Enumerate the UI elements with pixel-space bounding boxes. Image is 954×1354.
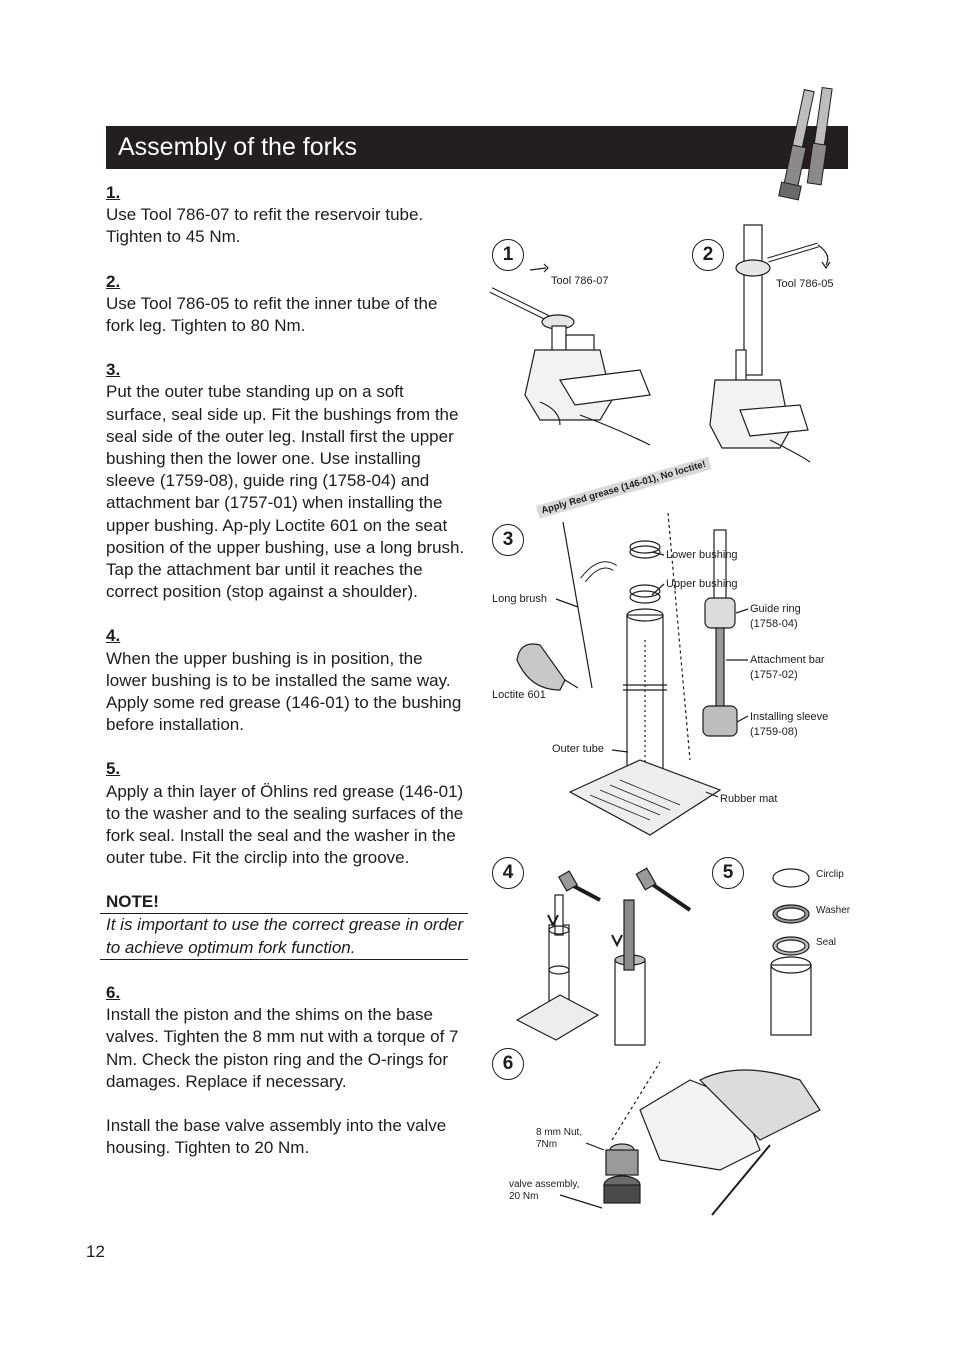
label-installing-sleeve-code: (1759-08) xyxy=(750,726,798,738)
label-tool-786-07: Tool 786-07 xyxy=(551,275,609,287)
label-loctite: Loctite 601 xyxy=(492,689,546,701)
label-long-brush: Long brush xyxy=(492,593,548,605)
label-nut-torque: 7Nm xyxy=(536,1139,558,1150)
figure-number-4: 4 xyxy=(492,857,524,889)
label-washer: Washer xyxy=(816,905,851,916)
step-text: Apply a thin layer of Öhlins red grease (146-01) to the washer and to the sealing surfaces of the fork seal. Install the seal and the washer in the outer tube. Fit the circlip into the groove. xyxy=(106,781,464,868)
step-text-continued: Install the base valve assembly into the valve housing. Tighten to 20 Nm. xyxy=(106,1115,447,1158)
figure-number-2: 2 xyxy=(692,239,724,271)
grease-instruction-banner: Apply Red grease (146-01), No loctite! xyxy=(536,457,711,519)
step-number: 4. xyxy=(106,626,121,646)
step-text: Install the piston and the shims on the base valves. Tighten the 8 mm nut with a torque of 7 Nm. Check the piston ring and the O-rings for damages. Replace if necessary. xyxy=(106,1005,459,1091)
page-number: 12 xyxy=(86,1242,105,1261)
figure-6-base-valve xyxy=(560,1062,820,1215)
label-attachment-bar: Attachment bar xyxy=(750,654,825,666)
label-seal: Seal xyxy=(816,937,837,948)
label-lower-bushing: Lower bushing xyxy=(666,549,738,561)
label-tool-786-05: Tool 786-05 xyxy=(776,278,834,290)
figure-4-lower-bushing xyxy=(517,868,690,1045)
figure-2-vise xyxy=(710,225,830,462)
label-guide-ring: Guide ring xyxy=(750,603,801,615)
label-guide-ring-code: (1758-04) xyxy=(750,618,798,630)
step-text: Put the outer tube standing up on a soft surface, seal side up. Fit the bushings from the seal side of the outer leg. Install first the upper bushing then the lower one. Use installing sleeve (1759-08), guide ring (1758-04) and attachment bar (1757-01) when installing the upper bushing. Ap-ply Loctite 601 on the seat position of the upper bushing, use a long brush. Tap the attachment bar until it reaches the correct position (stop against a shoulder). xyxy=(106,382,465,602)
step-number: 2. xyxy=(106,271,121,291)
step-number: 3. xyxy=(106,360,121,380)
step-text: Use Tool 786-07 to refit the reservoir tube. Tighten to 45 Nm. xyxy=(106,205,424,247)
figure-number-6: 6 xyxy=(492,1048,524,1080)
step-text: Use Tool 786-05 to refit the inner tube of the fork leg. Tighten to 80 Nm. xyxy=(106,293,438,336)
figure-5-seal-stack xyxy=(771,869,811,1035)
label-rubber-mat: Rubber mat xyxy=(720,793,778,805)
label-outer-tube: Outer tube xyxy=(552,743,604,755)
step-number: 5. xyxy=(106,759,121,779)
step-text: When the upper bushing is in position, the lower bushing is to be installed the same way. Apply some red grease (146-01) to the bushing before installation. xyxy=(106,648,462,735)
label-installing-sleeve: Installing sleeve xyxy=(750,711,829,723)
step-number: 6. xyxy=(106,982,121,1002)
label-valve-torque: 20 Nm xyxy=(509,1191,539,1202)
step-number: 1. xyxy=(106,183,121,202)
label-nut: 8 mm Nut, xyxy=(536,1127,583,1138)
figure-number-5: 5 xyxy=(712,857,744,889)
label-circlip: Circlip xyxy=(816,869,844,880)
label-valve-assembly: valve assembly, xyxy=(509,1179,580,1190)
note-text: It is important to use the correct grease in order to achieve optimum fork function. xyxy=(100,914,468,959)
label-attachment-bar-code: (1757-02) xyxy=(750,669,798,681)
figure-number-1: 1 xyxy=(492,239,524,271)
page-title: Assembly of the forks xyxy=(118,133,357,161)
figure-1-vise xyxy=(491,264,650,445)
figure-number-3: 3 xyxy=(492,524,524,556)
label-upper-bushing: Upper bushing xyxy=(666,578,738,590)
note-title: NOTE! xyxy=(100,891,468,914)
